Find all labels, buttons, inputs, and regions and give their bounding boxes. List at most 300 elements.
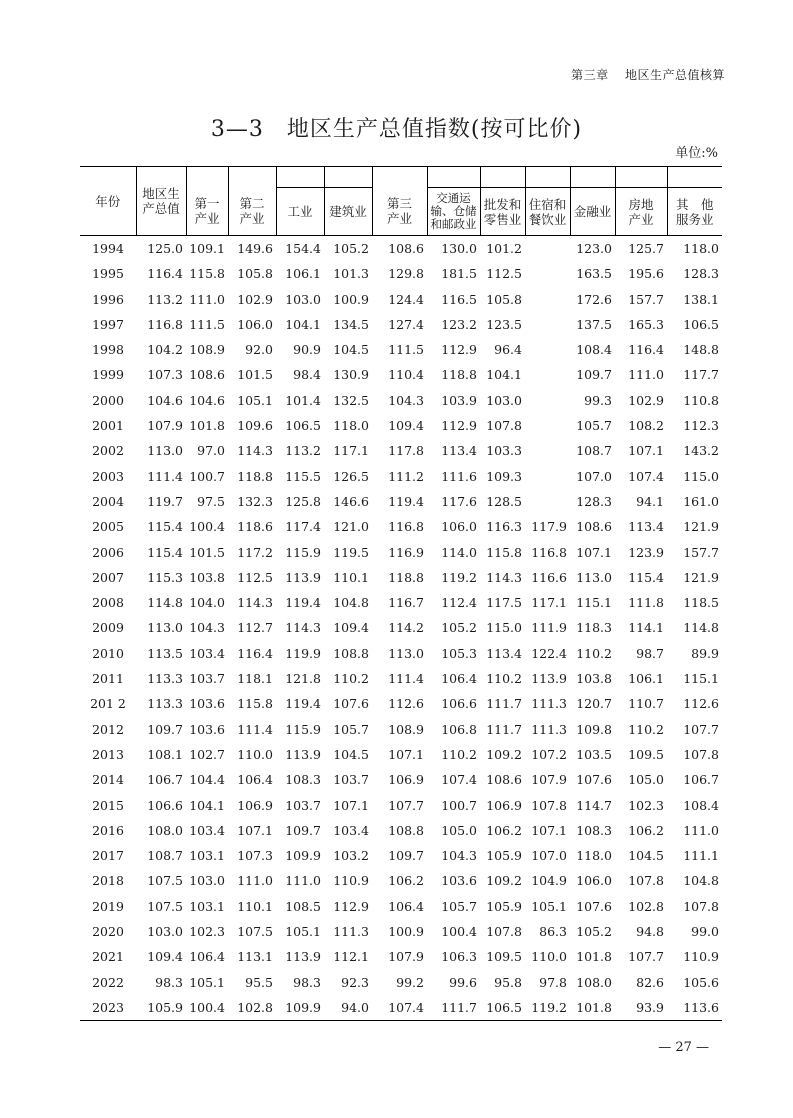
value-cell: 103.0 [486, 392, 522, 408]
value-cell: 107.5 [147, 873, 183, 889]
value-cell: 104.2 [147, 342, 183, 358]
value-cell: 110.9 [683, 949, 719, 965]
value-cell: 106.0 [237, 316, 273, 332]
year-cell: 2004 [92, 493, 124, 509]
value-cell: 92.0 [245, 342, 273, 358]
value-cell: 119.4 [388, 493, 424, 509]
year-cell: 1998 [92, 342, 124, 358]
value-cell: 115.1 [683, 671, 719, 687]
value-cell [525, 236, 570, 262]
value-cell: 113.2 [285, 443, 321, 459]
value-cell: 109.9 [285, 999, 321, 1015]
value-cell: 108.8 [333, 645, 369, 661]
table-row [80, 919, 722, 944]
value-cell: 112.5 [486, 266, 522, 282]
value-cell: 94.1 [636, 493, 664, 509]
value-cell: 95.5 [245, 974, 273, 990]
value-cell: 110.1 [333, 569, 369, 585]
value-cell: 106.1 [628, 671, 664, 687]
section-label: 地区生产总值核算 [624, 68, 725, 82]
value-cell: 114.0 [441, 544, 477, 560]
col-header-gdp: 地区生 产总值 [136, 167, 186, 236]
value-cell: 110.9 [333, 873, 369, 889]
value-cell [525, 362, 570, 387]
value-cell: 99.3 [584, 392, 612, 408]
value-cell: 104.0 [189, 595, 225, 611]
value-cell: 195.6 [628, 266, 664, 282]
value-cell: 117.5 [486, 595, 522, 611]
table-row [80, 641, 722, 666]
value-cell: 105.2 [441, 620, 477, 636]
value-cell: 100.7 [189, 468, 225, 484]
value-cell: 116.8 [531, 544, 567, 560]
value-cell: 116.8 [388, 519, 424, 535]
value-cell: 96.4 [494, 342, 522, 358]
value-cell: 107.8 [683, 746, 719, 762]
value-cell: 102.8 [628, 898, 664, 914]
value-cell: 104.1 [486, 367, 522, 383]
value-cell: 107.4 [441, 772, 477, 788]
year-cell: 1999 [92, 367, 124, 383]
value-cell: 111.3 [531, 721, 567, 737]
table-row [80, 767, 722, 792]
value-cell: 107.8 [531, 797, 567, 813]
value-cell: 116.3 [486, 519, 522, 535]
value-cell: 110.2 [333, 671, 369, 687]
value-cell [525, 413, 570, 438]
value-cell: 108.2 [628, 418, 664, 434]
value-cell: 97.0 [197, 443, 225, 459]
year-cell: 2002 [92, 443, 124, 459]
year-cell: 2019 [92, 898, 124, 914]
value-cell: 113.0 [576, 569, 612, 585]
value-cell: 111.3 [333, 924, 369, 940]
value-cell: 106.1 [285, 266, 321, 282]
running-head [571, 66, 725, 83]
value-cell: 105.9 [147, 999, 183, 1015]
gdp-index-table [80, 166, 722, 1021]
value-cell: 109.2 [486, 873, 522, 889]
value-cell: 116.5 [441, 291, 477, 307]
data-table-container [80, 166, 722, 1021]
value-cell: 112.9 [441, 342, 477, 358]
value-cell: 102.3 [628, 797, 664, 813]
value-cell: 105.9 [486, 898, 522, 914]
value-cell: 114.3 [237, 595, 273, 611]
value-cell: 112.1 [333, 949, 369, 965]
year-cell: 2020 [92, 924, 124, 940]
value-cell: 110.2 [576, 645, 612, 661]
value-cell: 118.5 [683, 595, 719, 611]
value-cell: 109.4 [147, 949, 183, 965]
year-cell: 2016 [92, 822, 124, 838]
year-cell: 2000 [92, 392, 124, 408]
value-cell: 119.7 [147, 493, 183, 509]
value-cell [525, 464, 570, 489]
value-cell: 116.7 [388, 595, 424, 611]
value-cell: 125.0 [147, 241, 183, 256]
value-cell: 107.4 [628, 468, 664, 484]
value-cell: 109.7 [388, 848, 424, 864]
value-cell [525, 287, 570, 312]
value-cell: 107.1 [237, 822, 273, 838]
value-cell: 124.4 [388, 291, 424, 307]
value-cell: 112.4 [441, 595, 477, 611]
value-cell: 181.5 [441, 266, 477, 282]
value-cell: 113.9 [285, 949, 321, 965]
value-cell: 113.9 [531, 671, 567, 687]
year-cell: 2012 [92, 721, 124, 737]
table-row [80, 615, 722, 640]
year-cell: 2009 [92, 620, 124, 636]
value-cell: 109.5 [628, 746, 664, 762]
year-cell: 2003 [92, 468, 124, 484]
value-cell: 105.1 [531, 898, 567, 914]
value-cell: 115.1 [576, 595, 612, 611]
value-cell: 107.1 [576, 544, 612, 560]
value-cell: 111.4 [237, 721, 273, 737]
value-cell: 106.5 [285, 418, 321, 434]
value-cell: 130.0 [441, 241, 477, 256]
value-cell: 100.4 [189, 519, 225, 535]
page-title: 3—3 地区生产总值指数(按可比价) [210, 117, 583, 142]
value-cell: 109.7 [285, 822, 321, 838]
value-cell: 119.9 [285, 645, 321, 661]
value-cell: 126.5 [333, 468, 369, 484]
col-header-wholesale: 批发和 零售业 [480, 167, 525, 236]
value-cell: 111.0 [237, 873, 273, 889]
value-cell: 115.8 [237, 696, 273, 712]
value-cell: 110.2 [441, 746, 477, 762]
value-cell: 119.4 [285, 595, 321, 611]
value-cell: 98.7 [636, 645, 664, 661]
value-cell: 105.0 [441, 822, 477, 838]
value-cell: 111.8 [628, 595, 664, 611]
value-cell: 106.9 [388, 772, 424, 788]
value-cell: 113.2 [147, 291, 183, 307]
value-cell: 112.9 [441, 418, 477, 434]
value-cell: 143.2 [683, 443, 719, 459]
value-cell: 103.5 [576, 746, 612, 762]
value-cell: 86.3 [539, 924, 567, 940]
value-cell: 104.6 [189, 392, 225, 408]
page-number: — 27 — [658, 1040, 709, 1055]
value-cell: 105.1 [285, 924, 321, 940]
value-cell: 148.8 [683, 342, 719, 358]
year-cell: 2021 [92, 949, 124, 965]
value-cell: 110.0 [531, 949, 567, 965]
header-row [80, 167, 722, 236]
value-cell: 108.0 [576, 974, 612, 990]
value-cell: 106.4 [189, 949, 225, 965]
value-cell: 111.0 [189, 291, 225, 307]
year-cell: 2011 [92, 671, 124, 687]
value-cell: 112.6 [388, 696, 424, 712]
value-cell: 106.2 [486, 822, 522, 838]
value-cell: 103.4 [189, 822, 225, 838]
value-cell: 128.5 [486, 493, 522, 509]
value-cell: 102.8 [237, 999, 273, 1015]
value-cell: 105.8 [237, 266, 273, 282]
value-cell [525, 261, 570, 286]
value-cell: 118.8 [237, 468, 273, 484]
value-cell: 101.2 [486, 241, 522, 256]
value-cell: 113.3 [147, 696, 183, 712]
value-cell: 105.7 [333, 721, 369, 737]
value-cell: 113.4 [628, 519, 664, 535]
value-cell: 103.7 [285, 797, 321, 813]
value-cell: 102.3 [189, 924, 225, 940]
col-header-tertiary: 第三 产业 [372, 167, 427, 236]
value-cell: 107.3 [237, 848, 273, 864]
value-cell: 115.9 [285, 721, 321, 737]
value-cell: 109.4 [333, 620, 369, 636]
value-cell: 109.3 [486, 468, 522, 484]
value-cell: 106.8 [441, 721, 477, 737]
value-cell: 117.2 [237, 544, 273, 560]
value-cell: 113.0 [388, 645, 424, 661]
table-row [80, 388, 722, 413]
value-cell: 103.9 [441, 392, 477, 408]
value-cell: 103.6 [189, 696, 225, 712]
value-cell: 112.5 [237, 569, 273, 585]
value-cell: 110.7 [628, 696, 664, 712]
value-cell: 121.0 [333, 519, 369, 535]
col-header-year: 年份 [95, 193, 121, 209]
value-cell: 89.9 [691, 645, 719, 661]
value-cell [525, 337, 570, 362]
value-cell: 105.9 [486, 848, 522, 864]
value-cell: 108.4 [576, 342, 612, 358]
value-cell: 119.4 [285, 696, 321, 712]
value-cell: 99.6 [449, 974, 477, 990]
value-cell: 108.6 [486, 772, 522, 788]
value-cell: 104.3 [388, 392, 424, 408]
value-cell: 104.8 [683, 873, 719, 889]
value-cell: 103.0 [189, 873, 225, 889]
year-cell: 2013 [92, 746, 124, 762]
value-cell: 132.3 [237, 493, 273, 509]
value-cell: 108.7 [576, 443, 612, 459]
value-cell: 97.8 [539, 974, 567, 990]
value-cell [525, 438, 570, 463]
value-cell: 123.0 [576, 241, 612, 256]
value-cell: 107.0 [576, 468, 612, 484]
value-cell: 115.4 [147, 544, 183, 560]
value-cell: 122.4 [531, 645, 567, 661]
year-cell: 2022 [92, 974, 124, 990]
table-row [80, 337, 722, 362]
value-cell: 111.2 [388, 468, 424, 484]
value-cell: 105.2 [576, 924, 612, 940]
value-cell: 107.8 [683, 898, 719, 914]
value-cell: 112.6 [683, 696, 719, 712]
value-cell: 118.6 [237, 519, 273, 535]
col-header-other-services: 其 他 服务业 [667, 167, 722, 236]
value-cell: 119.5 [333, 544, 369, 560]
value-cell: 110.2 [628, 721, 664, 737]
value-cell: 109.2 [486, 746, 522, 762]
value-cell: 105.2 [333, 241, 369, 256]
value-cell: 114.8 [147, 595, 183, 611]
value-cell: 103.6 [441, 873, 477, 889]
value-cell: 138.1 [683, 291, 719, 307]
value-cell: 112.9 [333, 898, 369, 914]
table-row [80, 818, 722, 843]
unit-label: 单位:% [675, 146, 718, 161]
value-cell: 106.6 [147, 797, 183, 813]
value-cell: 118.0 [333, 418, 369, 434]
col-header-industry: 工业 [276, 167, 324, 236]
value-cell: 107.5 [147, 898, 183, 914]
value-cell: 105.0 [628, 772, 664, 788]
value-cell: 172.6 [576, 291, 612, 307]
table-row [80, 793, 722, 818]
value-cell: 104.1 [189, 797, 225, 813]
value-cell: 98.4 [293, 367, 321, 383]
value-cell: 100.4 [189, 999, 225, 1015]
value-cell: 116.4 [628, 342, 664, 358]
value-cell: 103.3 [486, 443, 522, 459]
value-cell: 114.2 [388, 620, 424, 636]
value-cell: 104.3 [441, 848, 477, 864]
value-cell: 113.0 [147, 620, 183, 636]
value-cell: 117.1 [333, 443, 369, 459]
value-cell: 100.4 [441, 924, 477, 940]
value-cell: 134.5 [333, 316, 369, 332]
value-cell: 118.0 [576, 848, 612, 864]
value-cell: 117.8 [388, 443, 424, 459]
value-cell: 104.5 [333, 342, 369, 358]
value-cell: 102.9 [628, 392, 664, 408]
value-cell: 115.4 [628, 569, 664, 585]
value-cell: 115.0 [486, 620, 522, 636]
value-cell: 116.9 [388, 544, 424, 560]
value-cell: 113.4 [486, 645, 522, 661]
year-cell: 2008 [92, 595, 124, 611]
value-cell: 128.3 [683, 266, 719, 282]
value-cell: 115.8 [189, 266, 225, 282]
value-cell: 118.1 [237, 671, 273, 687]
value-cell: 104.4 [189, 772, 225, 788]
value-cell: 120.7 [576, 696, 612, 712]
value-cell: 111.4 [147, 468, 183, 484]
value-cell: 108.1 [147, 746, 183, 762]
value-cell: 163.5 [576, 266, 612, 282]
value-cell: 165.3 [628, 316, 664, 332]
value-cell: 97.5 [197, 493, 225, 509]
table-row [80, 843, 722, 868]
value-cell: 115.9 [285, 544, 321, 560]
value-cell: 109.8 [576, 721, 612, 737]
value-cell [525, 489, 570, 514]
value-cell: 109.1 [189, 241, 225, 256]
value-cell: 110.4 [388, 367, 424, 383]
value-cell: 115.4 [147, 519, 183, 535]
value-cell: 109.7 [147, 721, 183, 737]
value-cell: 107.1 [628, 443, 664, 459]
value-cell: 107.1 [388, 746, 424, 762]
value-cell: 108.6 [189, 367, 225, 383]
value-cell: 108.0 [147, 822, 183, 838]
value-cell: 103.1 [189, 898, 225, 914]
value-cell: 105.6 [683, 974, 719, 990]
value-cell: 94.0 [341, 999, 369, 1015]
value-cell: 117.6 [441, 493, 477, 509]
value-cell: 115.0 [683, 468, 719, 484]
value-cell: 108.5 [285, 898, 321, 914]
value-cell: 108.7 [147, 848, 183, 864]
value-cell: 103.2 [333, 848, 369, 864]
value-cell: 116.4 [237, 645, 273, 661]
value-cell: 118.8 [388, 569, 424, 585]
value-cell: 102.7 [189, 746, 225, 762]
year-cell: 2014 [92, 772, 124, 788]
value-cell: 114.3 [285, 620, 321, 636]
value-cell: 111.4 [388, 671, 424, 687]
value-cell: 101.8 [189, 418, 225, 434]
value-cell: 106.7 [683, 772, 719, 788]
value-cell: 110.8 [683, 392, 719, 408]
value-cell: 101.5 [237, 367, 273, 383]
value-cell: 105.8 [486, 291, 522, 307]
value-cell: 118.0 [683, 241, 719, 256]
value-cell: 137.5 [576, 316, 612, 332]
value-cell: 105.7 [441, 898, 477, 914]
value-cell: 114.7 [576, 797, 612, 813]
value-cell: 95.8 [494, 974, 522, 990]
table-row [80, 717, 722, 742]
value-cell: 121.8 [285, 671, 321, 687]
value-cell: 103.7 [189, 671, 225, 687]
value-cell: 106.9 [486, 797, 522, 813]
value-cell: 132.5 [333, 392, 369, 408]
value-cell: 115.8 [486, 544, 522, 560]
value-cell: 98.3 [155, 974, 183, 990]
value-cell: 154.4 [285, 241, 321, 256]
year-cell: 1994 [92, 241, 124, 256]
value-cell: 112.3 [683, 418, 719, 434]
value-cell: 107.7 [683, 721, 719, 737]
value-cell: 121.9 [683, 569, 719, 585]
value-cell: 99.0 [691, 924, 719, 940]
value-cell: 111.0 [683, 822, 719, 838]
chapter-label: 第三章 [571, 68, 609, 82]
value-cell: 105.1 [189, 974, 225, 990]
table-row [80, 287, 722, 312]
value-cell: 116.4 [147, 266, 183, 282]
year-cell: 2005 [92, 519, 124, 535]
value-cell: 113.9 [285, 746, 321, 762]
table-row [80, 691, 722, 716]
col-header-real-estate: 房地 产业 [615, 167, 667, 236]
value-cell: 104.5 [628, 848, 664, 864]
value-cell: 106.5 [683, 316, 719, 332]
value-cell: 104.1 [285, 316, 321, 332]
value-cell: 109.6 [237, 418, 273, 434]
value-cell: 104.8 [333, 595, 369, 611]
value-cell: 101.8 [576, 999, 612, 1015]
value-cell: 103.8 [189, 569, 225, 585]
value-cell: 109.7 [576, 367, 612, 383]
value-cell: 105.7 [576, 418, 612, 434]
year-cell: 1997 [92, 316, 124, 332]
year-cell: 2023 [92, 999, 124, 1015]
table-row [80, 540, 722, 565]
value-cell: 107.9 [531, 772, 567, 788]
value-cell: 107.8 [486, 924, 522, 940]
value-cell: 111.0 [628, 367, 664, 383]
